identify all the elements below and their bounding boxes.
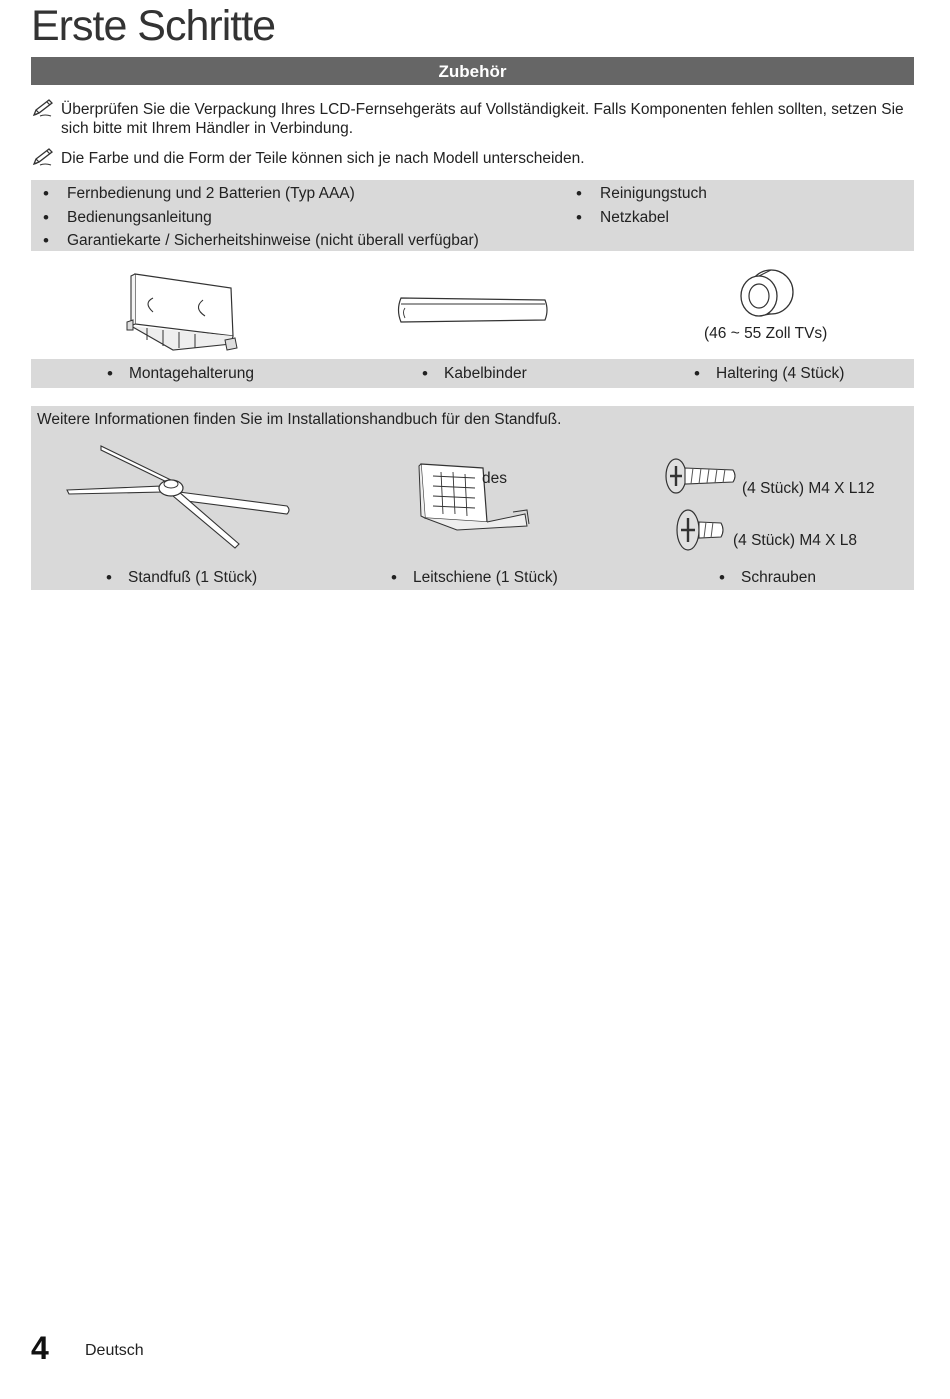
ring-size-note: (46 ~ 55 Zoll TVs) <box>704 325 828 342</box>
page-title: Erste Schritte <box>31 2 276 50</box>
label-haltering: • Haltering (4 Stück) <box>694 359 844 388</box>
page-language: Deutsch <box>85 1342 144 1359</box>
accessory-labels <box>31 359 914 388</box>
note-text: Überprüfen Sie die Verpackung Ihres LCD-Fernsehgeräts auf Vollständigkeit. Falls Komponenten fehlen sollten, setzen Sie sich bitte mit Ihrem Händler in Verbindung. <box>61 101 904 137</box>
guide-rail-overlay-text: des <box>482 470 507 487</box>
list-item: • Garantiekarte / Sicherheitshinweise (nicht überall verfügbar) <box>31 229 479 253</box>
short-screw-image <box>675 506 727 554</box>
pencil-icon <box>31 97 57 119</box>
label-montagehalterung: • Montagehalterung <box>107 359 254 388</box>
label-leitschiene: • Leitschiene (1 Stück) <box>391 563 558 592</box>
package-contents-list <box>31 180 914 251</box>
contents-right-column <box>564 182 707 229</box>
pencil-icon <box>31 146 57 168</box>
stand-info-text: Weitere Informationen finden Sie im Installationshandbuch für den Standfuß. <box>37 411 562 428</box>
guide-rail-image <box>417 460 533 532</box>
cable-tie-image <box>395 294 551 326</box>
holder-ring-image <box>737 266 797 320</box>
list-item: • Bedienungsanleitung <box>31 206 479 230</box>
contents-left-column <box>31 182 479 253</box>
list-item: • Fernbedienung und 2 Batterien (Typ AAA) <box>31 182 479 206</box>
label-kabelbinder: • Kabelbinder <box>422 359 527 388</box>
note-text: Die Farbe und die Form der Teile können sich je nach Modell unterscheiden. <box>61 150 585 167</box>
note-completeness <box>31 100 914 138</box>
wall-mount-bracket-image <box>123 268 253 360</box>
list-item: • Netzkabel <box>564 206 707 230</box>
label-standfuss: • Standfuß (1 Stück) <box>106 563 257 592</box>
accessory-images <box>31 262 914 358</box>
page-number: 4 <box>31 1330 49 1366</box>
section-header-zubehoer: Zubehör <box>31 57 914 85</box>
label-schrauben: • Schrauben <box>719 563 816 592</box>
short-screw-label: (4 Stück) M4 X L8 <box>733 532 858 549</box>
long-screw-label: (4 Stück) M4 X L12 <box>742 480 875 497</box>
list-item: • Reinigungstuch <box>564 182 707 206</box>
long-screw-image <box>663 456 739 496</box>
stand-image <box>67 444 293 554</box>
stand-components <box>31 406 914 590</box>
note-variation <box>31 149 914 168</box>
